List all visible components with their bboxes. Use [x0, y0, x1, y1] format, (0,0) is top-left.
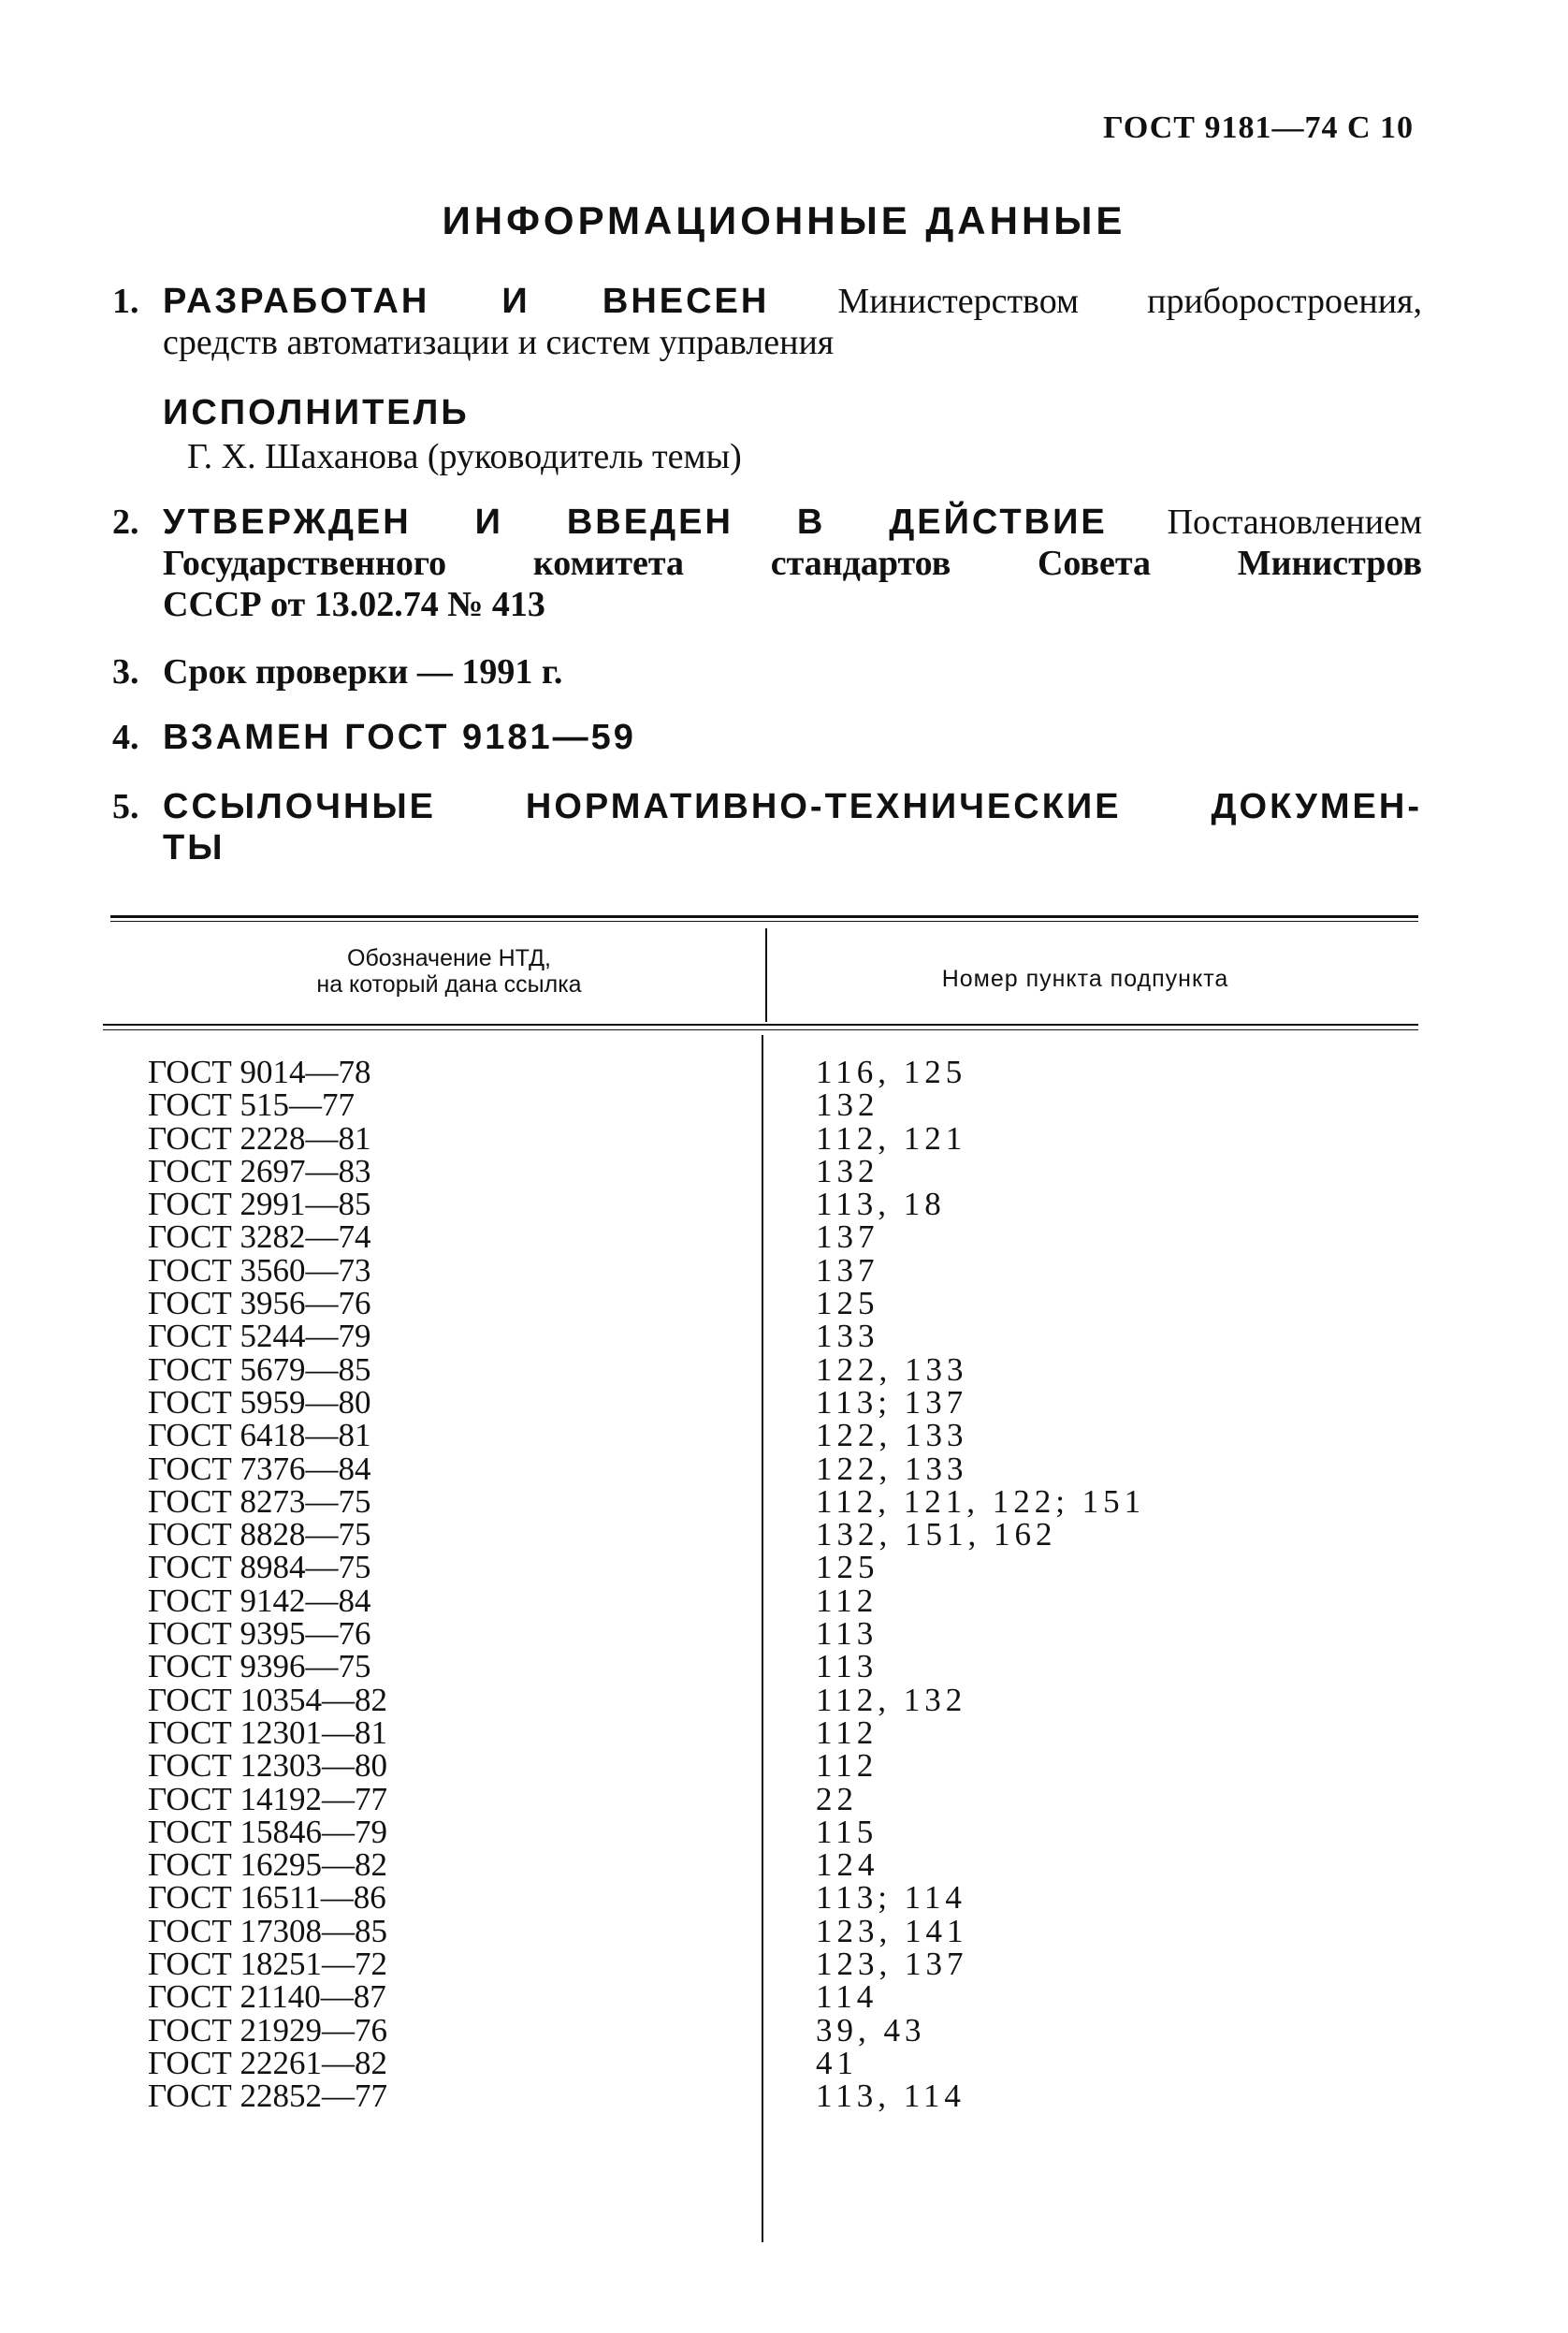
- clause-numbers: 122, 133: [816, 1417, 968, 1454]
- table-row: [0, 1318, 1568, 1355]
- ntd-designation: ГОСТ 10354—82: [148, 1681, 388, 1718]
- item-number: 3.: [112, 652, 139, 692]
- clause-numbers: 133: [816, 1318, 879, 1355]
- clause-numbers: 125: [816, 1285, 879, 1322]
- ntd-designation: ГОСТ 18251—72: [148, 1946, 388, 1983]
- item-number: 5.: [112, 787, 139, 826]
- clause-numbers: 112, 121, 122; 151: [816, 1482, 1146, 1520]
- table-row: [0, 1879, 1568, 1917]
- item-number: 4.: [112, 718, 139, 757]
- clause-numbers: 113, 114: [816, 2078, 965, 2115]
- table-row: [0, 1452, 1568, 1485]
- page-header-code: ГОСТ 9181—74 С 10: [1103, 110, 1414, 145]
- item-line-2: Государственного комитета стандартов Совета Министров: [163, 544, 1422, 583]
- ntd-designation: ГОСТ 3956—76: [148, 1285, 371, 1322]
- table-top-rule-thin: [110, 921, 1418, 922]
- table-row: [0, 1747, 1568, 1785]
- clause-numbers: 132: [816, 1152, 879, 1189]
- ntd-designation: ГОСТ 9395—76: [148, 1615, 371, 1653]
- ntd-designation: ГОСТ 2697—83: [148, 1152, 371, 1189]
- clause-numbers: 122, 133: [816, 1350, 968, 1388]
- clause-numbers: 112: [816, 1747, 878, 1785]
- clause-numbers: 112: [816, 1582, 878, 1619]
- table-row: [0, 1846, 1568, 1884]
- table-row: [0, 1650, 1568, 1683]
- item-caps: РАЗРАБОТАН И ВНЕСЕН: [163, 282, 770, 321]
- item-line-2: ТЫ: [163, 828, 225, 868]
- item-text: Министерством приборостроения,: [837, 282, 1423, 321]
- table-row: [0, 1482, 1568, 1520]
- ntd-designation: ГОСТ 5244—79: [148, 1318, 371, 1355]
- table-row: [0, 1584, 1568, 1617]
- table-row: [0, 2011, 1568, 2049]
- clause-numbers: 123, 141: [816, 1912, 968, 1949]
- ntd-designation: ГОСТ 21929—76: [148, 2011, 388, 2049]
- item-caps: ССЫЛОЧНЫЕ НОРМАТИВНО-ТЕХНИЧЕСКИЕ ДОКУМЕН-: [163, 787, 1422, 826]
- table-row: [0, 1518, 1568, 1551]
- table-row: [0, 1549, 1568, 1586]
- executor-label: ИСПОЛНИТЕЛЬ: [163, 393, 470, 432]
- table-row: [0, 2078, 1568, 2115]
- clause-numbers: 39, 43: [816, 2011, 926, 2049]
- ntd-designation: ГОСТ 515—77: [148, 1086, 356, 1124]
- ntd-designation: ГОСТ 16511—86: [148, 1879, 386, 1917]
- table-row: [0, 1815, 1568, 1848]
- table-row: [0, 1912, 1568, 1949]
- clause-numbers: 132, 151, 162: [816, 1516, 1057, 1553]
- clause-numbers: 112: [816, 1713, 878, 1751]
- clause-numbers: 113; 114: [816, 1879, 966, 1917]
- clause-numbers: 124: [816, 1846, 879, 1884]
- ntd-designation: ГОСТ 9014—78: [148, 1054, 371, 1090]
- ntd-designation: ГОСТ 14192—77: [148, 1780, 388, 1817]
- ntd-designation: ГОСТ 3560—73: [148, 1251, 371, 1289]
- table-row: [0, 1978, 1568, 2016]
- table-row: [0, 1287, 1568, 1320]
- item-number: 2.: [112, 503, 139, 542]
- ntd-designation: ГОСТ 8828—75: [148, 1516, 371, 1553]
- clause-numbers: 122, 133: [816, 1450, 968, 1487]
- clause-numbers: 113: [816, 1648, 878, 1685]
- ntd-designation: ГОСТ 8984—75: [148, 1549, 371, 1586]
- item-line-2: средств автоматизации и систем управления: [163, 323, 835, 362]
- executor-name: Г. Х. Шаханова (руководитель темы): [187, 437, 742, 476]
- table-row: [0, 1417, 1568, 1454]
- clause-numbers: 132: [816, 1086, 879, 1124]
- item-line-3: СССР от 13.02.74 № 413: [163, 585, 545, 624]
- clause-numbers: 137: [816, 1218, 879, 1256]
- item-caps: УТВЕРЖДЕН И ВВЕДЕН В ДЕЙСТВИЕ: [163, 503, 1108, 542]
- table-row: [0, 1218, 1568, 1256]
- ntd-designation: ГОСТ 22261—82: [148, 2044, 388, 2081]
- clause-numbers: 123, 137: [816, 1946, 968, 1983]
- table-row: [0, 1186, 1568, 1223]
- ntd-designation: ГОСТ 15846—79: [148, 1813, 388, 1850]
- clause-numbers: 112, 121: [816, 1119, 967, 1157]
- ntd-designation: ГОСТ 7376—84: [148, 1450, 371, 1487]
- table-row: [0, 1713, 1568, 1751]
- table-row: [0, 1086, 1568, 1124]
- clause-numbers: 115: [816, 1813, 878, 1850]
- column-header-clause: Номер пункта подпункта: [941, 966, 1229, 992]
- ntd-designation: ГОСТ 9396—75: [148, 1648, 371, 1685]
- clause-numbers: 137: [816, 1251, 879, 1289]
- reference-table-body: [0, 1056, 1568, 2113]
- table-row: [0, 1615, 1568, 1653]
- ntd-designation: ГОСТ 9142—84: [148, 1582, 371, 1619]
- clause-numbers: 112, 132: [816, 1681, 967, 1718]
- ntd-designation: ГОСТ 16295—82: [148, 1846, 388, 1884]
- clause-numbers: 41: [816, 2044, 858, 2081]
- ntd-designation: ГОСТ 8273—75: [148, 1482, 371, 1520]
- ntd-designation: ГОСТ 5959—80: [148, 1383, 371, 1421]
- clause-numbers: 116, 125: [816, 1054, 967, 1090]
- table-row: [0, 2044, 1568, 2081]
- clause-numbers: 113; 137: [816, 1383, 968, 1421]
- ntd-designation: ГОСТ 22852—77: [148, 2078, 388, 2115]
- ntd-designation: ГОСТ 12303—80: [148, 1747, 388, 1785]
- ntd-designation: ГОСТ 12301—81: [148, 1713, 388, 1751]
- item-text: Постановлением: [1167, 503, 1422, 542]
- ntd-designation: ГОСТ 6418—81: [148, 1417, 371, 1454]
- item-caps: ВЗАМЕН ГОСТ 9181—59: [163, 718, 636, 757]
- ntd-designation: ГОСТ 17308—85: [148, 1912, 388, 1949]
- table-row: [0, 1119, 1568, 1157]
- clause-numbers: 22: [816, 1780, 858, 1817]
- document-title: ИНФОРМАЦИОННЫЕ ДАННЫЕ: [442, 198, 1126, 242]
- table-header-divider: [765, 928, 767, 1022]
- table-row: [0, 1350, 1568, 1388]
- ntd-designation: ГОСТ 2228—81: [148, 1119, 371, 1157]
- clause-numbers: 125: [816, 1549, 879, 1586]
- clause-numbers: 113, 18: [816, 1186, 946, 1223]
- item-number: 1.: [112, 282, 139, 321]
- ntd-designation: ГОСТ 2991—85: [148, 1186, 371, 1223]
- ntd-designation: ГОСТ 21140—87: [148, 1978, 386, 2016]
- table-row: [0, 1946, 1568, 1983]
- table-row: [0, 1056, 1568, 1088]
- item-text: Срок проверки — 1991 г.: [163, 652, 563, 692]
- ntd-designation: ГОСТ 3282—74: [148, 1218, 371, 1256]
- table-row: [0, 1251, 1568, 1289]
- table-row: [0, 1681, 1568, 1718]
- clause-numbers: 113: [816, 1615, 878, 1653]
- table-top-rule: [110, 915, 1418, 918]
- table-row: [0, 1383, 1568, 1421]
- table-header-rule-thin: [103, 1029, 1418, 1030]
- column-header-ntd: Обозначение НТД, на который дана ссылка: [316, 945, 582, 998]
- ntd-designation: ГОСТ 5679—85: [148, 1350, 371, 1388]
- clause-numbers: 114: [816, 1978, 878, 2016]
- table-row: [0, 1780, 1568, 1817]
- table-row: [0, 1152, 1568, 1189]
- table-header-rule: [103, 1024, 1418, 1026]
